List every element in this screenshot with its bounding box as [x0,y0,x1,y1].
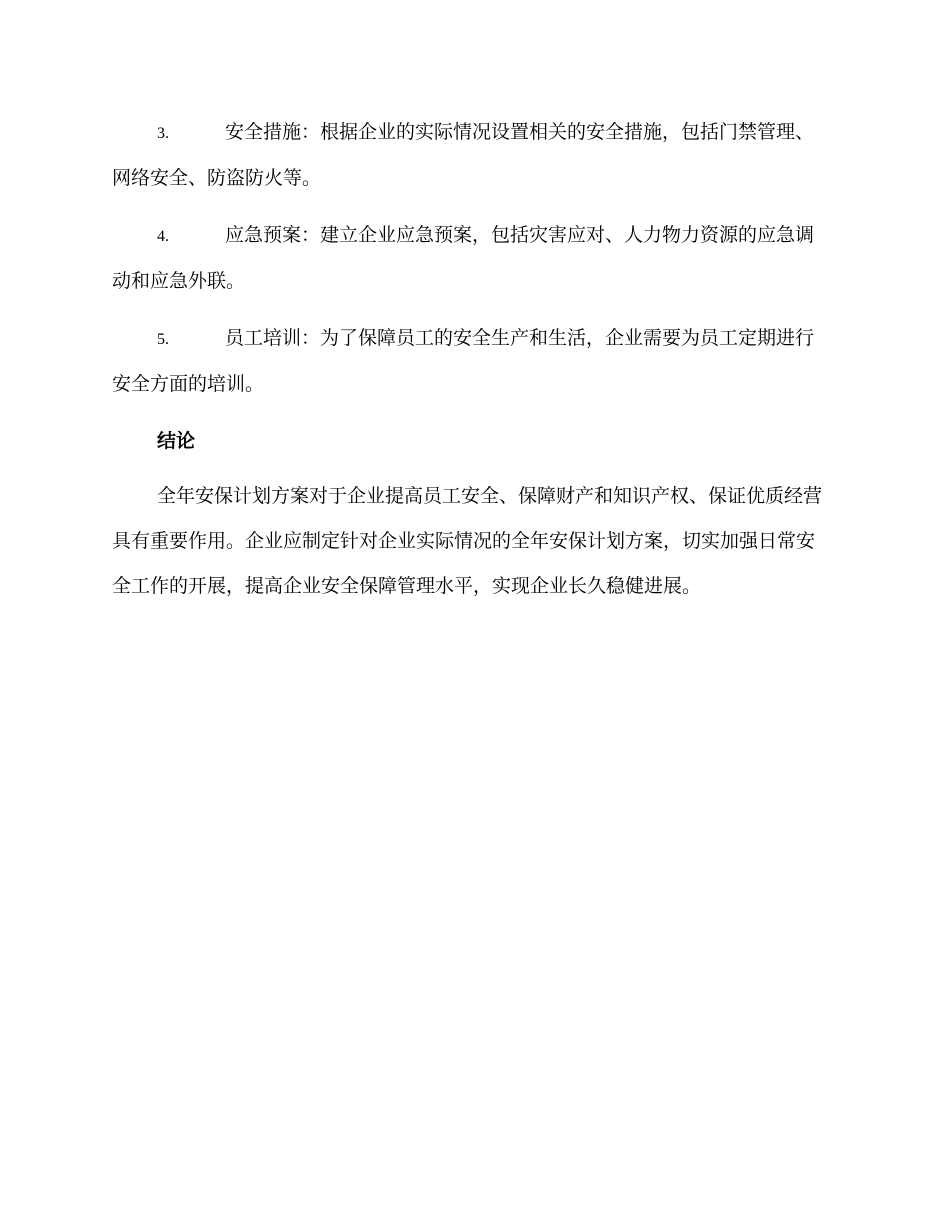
list-text: 应急预案：建立企业应急预案，包括灾害应对、人力物力资源的应急调动和应急外联。 [112,224,815,292]
conclusion-paragraph: 全年安保计划方案对于企业提高员工安全、保障财产和知识产权、保证优质经营具有重要作用。企业应制定针对企业实际情况的全年安保计划方案，切实加强日常安全工作的开展，提高企业安全保障管理水平，实现企业长久稳健进展。 [112,485,823,597]
list-number: 5. [157,331,169,348]
list-item-4 [112,213,832,304]
list-text: 员工培训：为了保障员工的安全生产和生活，企业需要为员工定期进行安全方面的培训。 [112,327,815,395]
list-item-5 [112,316,832,407]
list-item-3 [112,110,832,201]
conclusion-heading: 结论 [157,430,196,452]
list-number: 3. [157,125,169,142]
list-number: 4. [157,228,169,245]
list-text: 安全措施：根据企业的实际情况设置相关的安全措施，包括门禁管理、网络安全、防盗防火等。 [112,121,815,189]
document-body [112,110,832,609]
